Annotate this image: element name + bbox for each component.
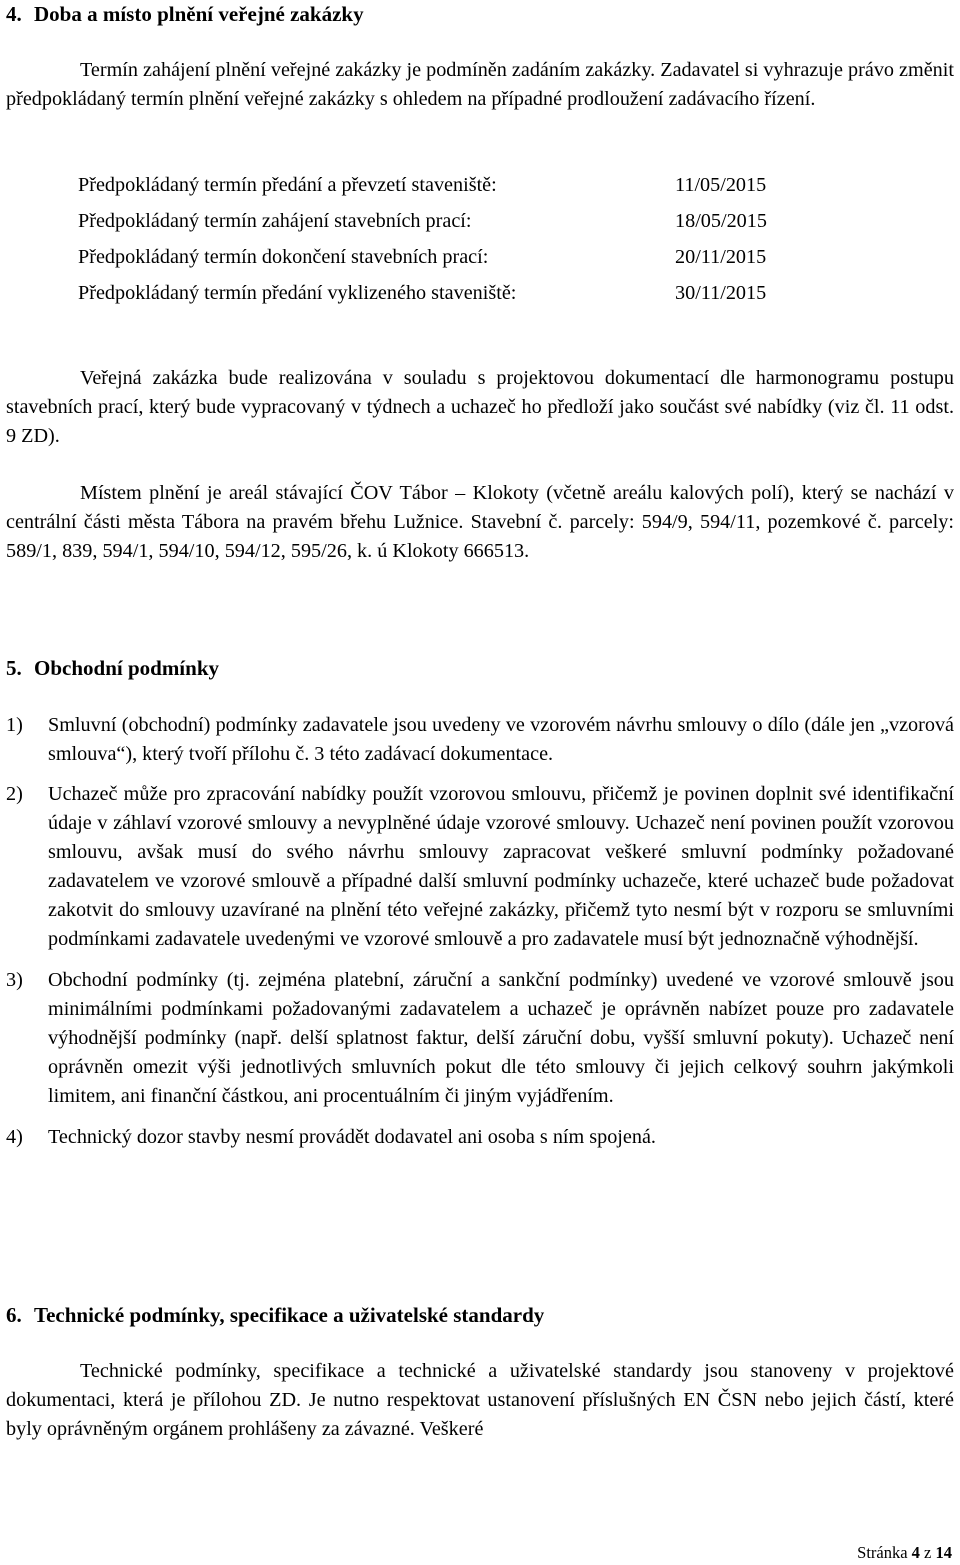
list-item-number: 4) bbox=[6, 1126, 23, 1148]
date-label: Předpokládaný termín zahájení stavebních prací: bbox=[78, 210, 472, 232]
section-4-paragraph-3: Místem plnění je areál stávající ČOV Tábor – Klokoty (včetně areálu kalových polí), který se nachází v centrální části města Tábora na pravém břehu Lužnice. Stavební č. parcely: 594/9, 594/11, pozemkové č. parcely: 589/1, 839, 594/1, 594/10, 594/12, 595/26, k. ú Klokoty 666513. bbox=[6, 482, 954, 562]
section-6-intro: Technické podmínky, specifikace a technické a uživatelské standardy jsou stanoveny v projektové dokumentaci, která je přílohou ZD. Je nutno respektovat ustanovení příslušných EN ČSN nebo jejich částí, které byly oprávněným orgánem prohlášeny za závazné. Veškeré bbox=[6, 1360, 954, 1440]
list-item bbox=[6, 966, 954, 1111]
date-row bbox=[78, 171, 878, 207]
date-value: 11/05/2015 bbox=[675, 174, 767, 196]
date-value: 30/11/2015 bbox=[675, 282, 767, 304]
section-5-heading bbox=[6, 654, 219, 682]
date-row bbox=[78, 243, 878, 279]
date-label: Předpokládaný termín předání vyklizeného staveniště: bbox=[78, 282, 517, 304]
list-item-text: Uchazeč může pro zpracování nabídky použít vzorovou smlouvu, přičemž je povinen doplnit své identifikační údaje v záhlaví vzorové smlouvy a nevyplněné údaje vzorové smlouvy. Uchazeč není povinen použít vzorovou smlouvu, avšak musí do svého návrhu smlouvy zapracovat veškeré smluvní podmínky požadované zadavatelem ve vzorové smlouvě a případné další smluvní podmínky uchazeče, které uchazeč bude požadovat zakotvit do smlouvy uzavírané na plnění této veřejné zakázky, přičemž tyto nesmí být v rozporu se smluvními podmínkami zadavatele uvedenými ve vzorové smlouvě a pro zadavatele musí být jednoznačně výhodnější. bbox=[48, 783, 954, 950]
section-6-number: 6. bbox=[6, 1303, 22, 1327]
list-item-text: Smluvní (obchodní) podmínky zadavatele jsou uvedeny ve vzorovém návrhu smlouvy o dílo (dále jen „vzorová smlouva“), který tvoří přílohu č. 3 této zadávací dokumentace. bbox=[48, 714, 954, 765]
conditions-list bbox=[6, 711, 954, 1152]
section-5-number: 5. bbox=[6, 656, 22, 680]
list-item bbox=[6, 1123, 954, 1152]
section-4-heading bbox=[6, 0, 364, 28]
footer-total-pages: 14 bbox=[935, 1543, 952, 1562]
section-5-title: Obchodní podmínky bbox=[34, 656, 220, 680]
date-value: 18/05/2015 bbox=[675, 210, 767, 232]
date-label: Předpokládaný termín předání a převzetí staveniště: bbox=[78, 174, 497, 196]
section-6-heading bbox=[6, 1301, 544, 1329]
section-4-title: Doba a místo plnění veřejné zakázky bbox=[34, 2, 364, 26]
section-4-number: 4. bbox=[6, 2, 22, 26]
list-item-text: Obchodní podmínky (tj. zejména platební, záruční a sankční podmínky) uvedené ve vzorové smlouvě jsou minimálními podmínkami požadovanými zadavatelem a uchazeč je oprávněn nabízet pouze pro zadavatele výhodnější podmínky (např. delší splatnost faktur, delší záruční dobu, vyšší smluvní pokuty). Uchazeč není oprávněn omezit výši jednotlivých smluvních pokut dle této smlouvy či jejich celkový souhrn jakýmkoli limitem, ani finanční částkou, ani procentuálním či jiným vyjádřením. bbox=[48, 969, 954, 1107]
list-item bbox=[6, 780, 954, 954]
footer-of: z bbox=[924, 1543, 932, 1562]
date-label: Předpokládaný termín dokončení stavebních prací: bbox=[78, 246, 489, 268]
date-row bbox=[78, 279, 878, 315]
list-item-number: 3) bbox=[6, 969, 23, 991]
section-4-intro: Termín zahájení plnění veřejné zakázky je podmíněn zadáním zakázky. Zadavatel si vyhrazuje právo změnit předpokládaný termín plnění veřejné zakázky s ohledem na případné prodloužení zadávacího řízení. bbox=[6, 59, 954, 110]
footer-prefix: Stránka bbox=[857, 1543, 908, 1562]
date-value: 20/11/2015 bbox=[675, 246, 767, 268]
section-4-paragraph-2: Veřejná zakázka bude realizována v souladu s projektovou dokumentací dle harmonogramu postupu stavebních prací, který bude vypracovaný v týdnech a uchazeč ho předloží jako součást své nabídky (viz čl. 11 odst. 9 ZD). bbox=[6, 367, 954, 447]
list-item-text: Technický dozor stavby nesmí provádět dodavatel ani osoba s ním spojená. bbox=[48, 1126, 656, 1148]
list-item-number: 1) bbox=[6, 714, 23, 736]
section-6-title: Technické podmínky, specifikace a uživatelské standardy bbox=[34, 1303, 545, 1327]
page-footer bbox=[857, 1543, 952, 1563]
list-item bbox=[6, 711, 954, 769]
date-row bbox=[78, 207, 878, 243]
footer-page-number: 4 bbox=[911, 1543, 920, 1562]
list-item-number: 2) bbox=[6, 783, 23, 805]
dates-table bbox=[78, 171, 878, 315]
